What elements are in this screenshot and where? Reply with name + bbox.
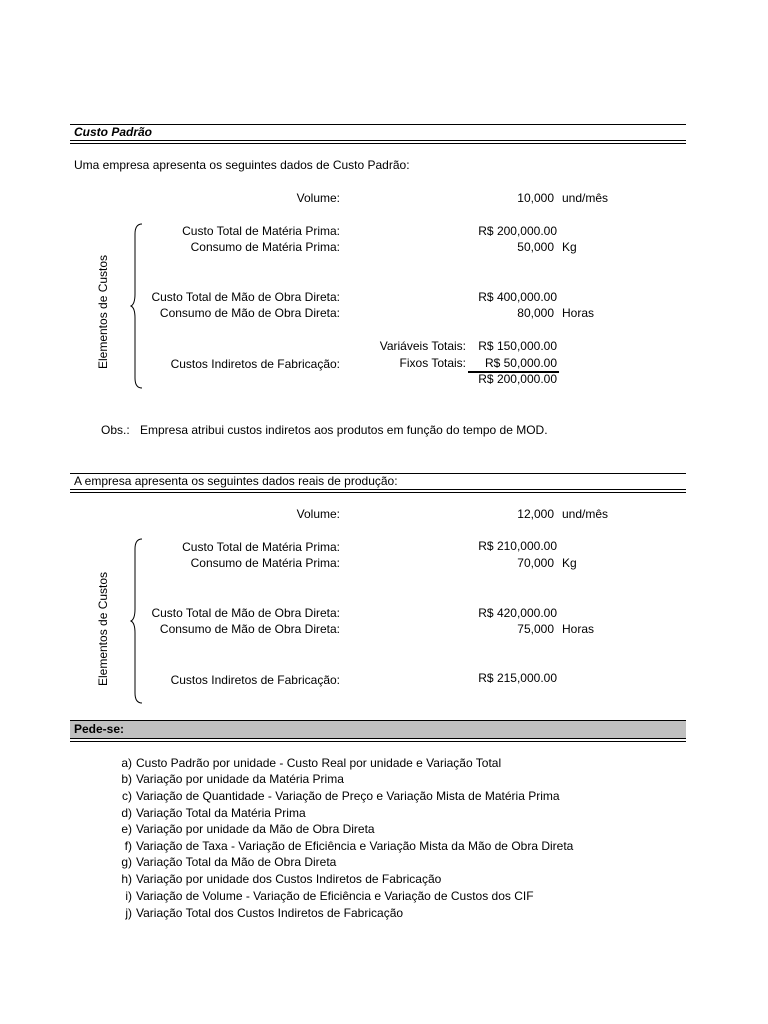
row-value: R$ 420,000.00 <box>478 606 557 620</box>
section1-double-rule <box>70 140 686 144</box>
list-item: Variação por unidade dos Custos Indiretos de Fabricação <box>136 872 442 886</box>
list-item-letter: e) <box>121 822 132 836</box>
row-value: R$ 215,000.00 <box>478 671 557 685</box>
list-item-letter: i) <box>125 889 132 903</box>
volume-value: 10,000 <box>517 191 554 205</box>
section1-title: Custo Padrão <box>74 125 153 139</box>
row-value: R$ 210,000.00 <box>478 539 557 553</box>
cif-total-value: R$ 200,000.00 <box>478 372 557 386</box>
row-label: Custo Total de Mão de Obra Direta: <box>151 606 340 620</box>
row-value: R$ 400,000.00 <box>478 290 557 304</box>
row-unit: Horas <box>562 622 595 636</box>
list-item-letter: f) <box>124 839 132 853</box>
list-item: Variação Total dos Custos Indiretos de Fabricação <box>136 906 404 920</box>
cif-label: Custos Indiretos de Fabricação: <box>170 357 340 371</box>
section1-top-rule <box>70 124 686 125</box>
list-item-letter: j) <box>125 906 132 920</box>
row-unit: Horas <box>562 306 595 320</box>
row-label: Consumo de Matéria Prima: <box>190 240 340 254</box>
list-item-letter: a) <box>121 756 132 770</box>
section2-title: A empresa apresenta os seguintes dados reais de produção: <box>74 474 398 488</box>
row-value: 80,000 <box>517 306 554 320</box>
section2-double-rule <box>70 489 686 493</box>
list-item: Variação de Taxa - Variação de Eficiência e Variação Mista da Mão de Obra Direta <box>136 839 574 853</box>
section1-intro: Uma empresa apresenta os seguintes dados de Custo Padrão: <box>74 158 410 172</box>
volume-value: 12,000 <box>517 507 554 521</box>
volume-unit: und/mês <box>562 191 609 205</box>
list-item-letter: d) <box>121 806 132 820</box>
list-item: Variação por unidade da Matéria Prima <box>136 772 344 786</box>
section3-double-rule <box>70 738 686 742</box>
list-item: Variação Total da Matéria Prima <box>136 806 306 820</box>
cif-fixos-label: Fixos Totais: <box>399 356 466 370</box>
list-item: Variação Total da Mão de Obra Direta <box>136 855 337 869</box>
row-label: Custo Total de Mão de Obra Direta: <box>151 290 340 304</box>
row-value: 50,000 <box>517 240 554 254</box>
cif-variaveis-value: R$ 150,000.00 <box>478 339 557 353</box>
group-label-vertical: Elementos de Custos <box>96 571 110 686</box>
row-label: Custo Total de Matéria Prima: <box>182 224 340 238</box>
row-unit: Kg <box>562 240 577 254</box>
row-label: Custo Total de Matéria Prima: <box>182 540 340 554</box>
list-item-letter: b) <box>121 772 132 786</box>
cif-fixos-value: R$ 50,000.00 <box>484 356 557 370</box>
list-item: Variação por unidade da Mão de Obra Direta <box>136 822 375 836</box>
list-item-letter: g) <box>121 855 132 869</box>
row-label: Consumo de Mão de Obra Direta: <box>159 622 340 636</box>
group-label-vertical: Elementos de Custos <box>96 254 110 369</box>
volume-label: Volume: <box>296 191 340 205</box>
row-unit: Kg <box>562 556 577 570</box>
section3-header-band <box>70 720 686 738</box>
list-item: Variação de Quantidade - Variação de Preço e Variação Mista de Matéria Prima <box>136 789 560 803</box>
row-label: Custos Indiretos de Fabricação: <box>170 673 340 687</box>
row-label: Consumo de Mão de Obra Direta: <box>159 306 340 320</box>
list-item-letter: c) <box>122 789 132 803</box>
row-label: Consumo de Matéria Prima: <box>190 556 340 570</box>
list-item-letter: h) <box>121 872 132 886</box>
section3-title: Pede-se: <box>74 722 125 736</box>
list-item: Custo Padrão por unidade - Custo Real por unidade e Variação Total <box>136 756 502 770</box>
row-value: 75,000 <box>517 622 554 636</box>
list-item: Variação de Volume - Variação de Eficiência e Variação de Custos dos CIF <box>136 889 534 903</box>
obs-label: Obs.: <box>101 423 130 437</box>
cif-variaveis-label: Variáveis Totais: <box>379 339 466 353</box>
obs-text: Empresa atribui custos indiretos aos produtos em função do tempo de MOD. <box>140 423 548 437</box>
row-value: R$ 200,000.00 <box>478 224 557 238</box>
volume-unit: und/mês <box>562 507 609 521</box>
volume-label: Volume: <box>296 507 340 521</box>
row-value: 70,000 <box>517 556 554 570</box>
